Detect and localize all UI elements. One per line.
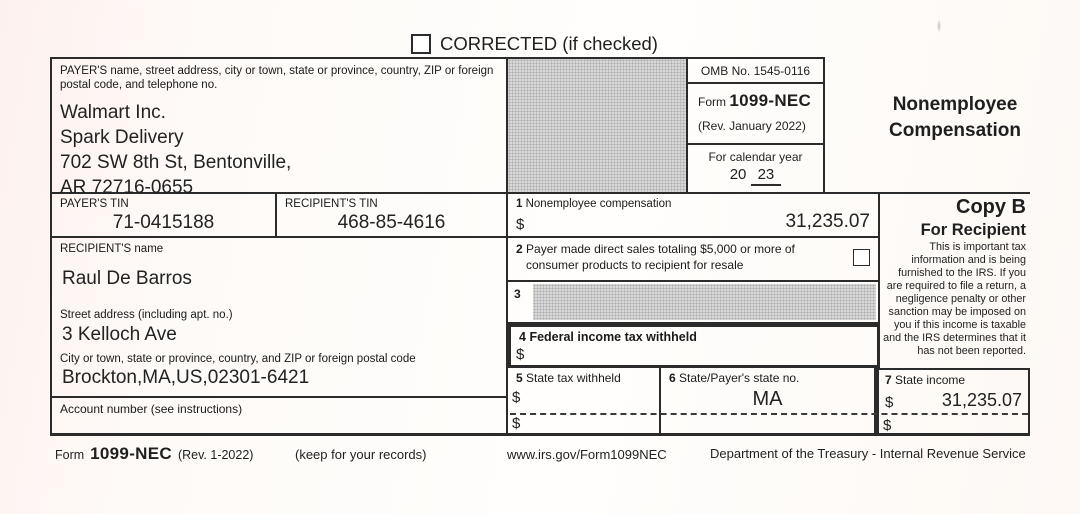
- box7-dollar-sign-1: $: [885, 394, 894, 411]
- payer-name: Walmart Inc.: [60, 101, 166, 123]
- box7-dollar-sign-2: $: [883, 417, 892, 434]
- state-row-dashed-line: [510, 413, 1028, 415]
- account-number-label: Account number (see instructions): [60, 402, 243, 416]
- calendar-year-label: For calendar year: [708, 150, 803, 164]
- box1-dollar-sign: $: [516, 216, 525, 234]
- city-state-zip-label: City or town, state or province, country, and ZIP or foreign postal code: [60, 353, 416, 365]
- footer-form-number: 1099-NEC: [90, 444, 172, 463]
- box6-number: 6: [669, 371, 676, 385]
- box5-dollar-sign-2: $: [512, 415, 521, 432]
- footer-keep-note: (keep for your records): [295, 447, 427, 462]
- box5-state-tax-withheld: [508, 368, 661, 436]
- corrected-checkbox[interactable]: [411, 34, 431, 54]
- box6-value: MA: [752, 388, 783, 410]
- box5-dollar-sign-1: $: [512, 389, 521, 406]
- footer-form-prefix: Form: [55, 448, 85, 462]
- payer-city-state-zip: AR 72716-0655: [60, 176, 194, 198]
- street-address-label: Street address (including apt. no.): [60, 309, 233, 321]
- recipient-tin-box: [277, 194, 508, 238]
- form-title-line1: Nonemployee: [892, 94, 1018, 115]
- scan-artifact: [937, 19, 941, 33]
- box4-dollar-sign: $: [516, 346, 525, 363]
- payer-info-box: [50, 57, 508, 198]
- box7-label: State income: [895, 373, 966, 387]
- street-address-value: 3 Kelloch Ave: [62, 324, 177, 345]
- corrected-label: CORRECTED (if checked): [440, 33, 658, 54]
- payer-tin-value: 71-0415188: [112, 212, 215, 234]
- form-title-line2: Compensation: [889, 120, 1021, 141]
- account-number-box: [50, 398, 508, 436]
- recipient-name-value: Raul De Barros: [62, 268, 192, 289]
- calendar-century: 20: [729, 166, 747, 183]
- payer-dba: Spark Delivery: [60, 126, 184, 148]
- box5-label: State tax withheld: [526, 371, 621, 385]
- payer-tin-box: [50, 194, 277, 238]
- footer-department: Department of the Treasury - Internal Revenue Service: [710, 446, 1026, 461]
- calendar-year-box: [688, 145, 825, 194]
- recipient-tin-label: RECIPIENT'S TIN: [285, 198, 378, 210]
- shaded-reserved-box: [508, 57, 688, 194]
- for-recipient-label: For Recipient: [920, 221, 1026, 239]
- payer-info-label: PAYER'S name, street address, city or town, state or province, country, ZIP or foreign postal code, and telephone no.: [60, 65, 494, 92]
- omb-number-box: [688, 57, 825, 84]
- box7-number: 7: [885, 373, 892, 387]
- recipient-info-box: [50, 238, 508, 398]
- box2-label-line2: consumer products to recipient for resale: [526, 257, 744, 272]
- box5-number: 5: [516, 371, 523, 385]
- form-number-box: [688, 84, 825, 145]
- calendar-year-value[interactable]: 23: [751, 166, 782, 186]
- box1-label: Nonemployee compensation: [525, 198, 672, 210]
- payer-tin-label: PAYER'S TIN: [60, 198, 129, 210]
- box2-direct-sales: [508, 238, 880, 282]
- recipient-name-label: RECIPIENT'S name: [60, 243, 164, 255]
- box6-label: State/Payer's state no.: [679, 371, 800, 385]
- box4-federal-tax-withheld: [508, 324, 880, 368]
- form-revision: (Rev. January 2022): [698, 119, 806, 133]
- copy-b-section: [880, 192, 1030, 368]
- recipient-notice: This is important tax information and is being furnished to the IRS. If you are required to file a return, a negligence penalty or other sanction may be imposed on you if this income is taxable and the IRS determines that it has not been reported.: [883, 241, 1026, 357]
- city-state-zip-value: Brockton,MA,US,02301-6421: [62, 367, 310, 388]
- box3-shaded-area: [533, 284, 876, 320]
- box2-label-line1: Payer made direct sales totaling $5,000 or more of: [526, 242, 795, 256]
- footer-form-revision: (Rev. 1-2022): [177, 448, 254, 462]
- box4-number: 4: [519, 330, 526, 344]
- recipient-tin-value: 468-85-4616: [337, 212, 446, 234]
- box7-state-income: [876, 368, 1030, 436]
- box2-checkbox[interactable]: [853, 249, 870, 266]
- form-prefix: Form: [698, 95, 726, 109]
- box2-number: 2: [516, 242, 523, 256]
- copy-b-label: Copy B: [956, 196, 1026, 218]
- box1-number: 1: [516, 198, 523, 210]
- box4-label: Federal income tax withheld: [529, 330, 697, 344]
- box1-value: 31,235.07: [785, 211, 870, 233]
- box7-value: 31,235.07: [941, 390, 1022, 410]
- form-number: 1099-NEC: [729, 91, 812, 110]
- box3-reserved: [508, 282, 880, 324]
- footer-irs-url: www.irs.gov/Form1099NEC: [507, 447, 667, 462]
- box3-number: 3: [514, 287, 521, 301]
- footer-form-id: [55, 444, 253, 464]
- form-title: [878, 92, 1032, 144]
- box1-nonemployee-compensation: [508, 194, 880, 238]
- box6-state-payer-number: [661, 368, 876, 436]
- omb-number: OMB No. 1545-0116: [700, 64, 811, 78]
- payer-street: 702 SW 8th St, Bentonville,: [60, 151, 292, 173]
